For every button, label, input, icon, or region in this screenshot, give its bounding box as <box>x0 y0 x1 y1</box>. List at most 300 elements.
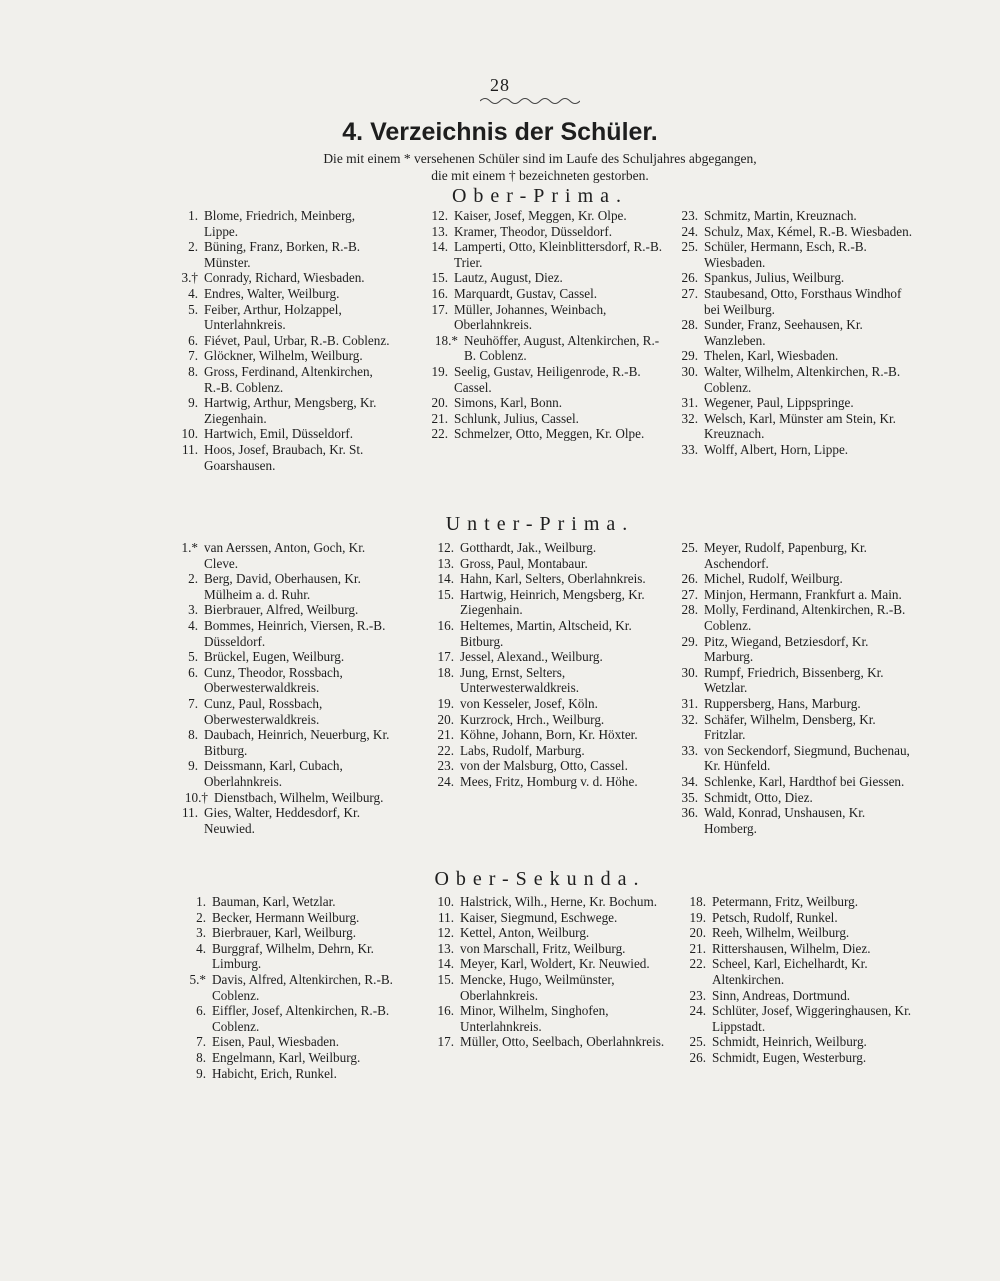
student-entry <box>172 426 392 442</box>
student-entry <box>672 208 916 224</box>
student-entry <box>180 1066 402 1082</box>
student-entry <box>180 972 402 1003</box>
section-heading-ober-prima: Ober-Prima. <box>451 185 628 207</box>
entry-text: Schlenke, Karl, Hardthof bei Giessen. <box>704 773 905 789</box>
entry-text: Hoos, Josef, Braubach, Kr. St. Goarshausen. <box>204 441 364 473</box>
entry-number: 1. <box>196 894 206 909</box>
entry-number: 13. <box>437 940 454 956</box>
unter-prima-column-2 <box>428 540 672 790</box>
student-entry <box>172 649 394 665</box>
entry-number: 22. <box>431 426 448 442</box>
ober-prima-column-1 <box>172 208 392 473</box>
entry-number: 17. <box>431 301 448 317</box>
entry-number: 33. <box>681 742 698 758</box>
entry-text: von Marschall, Fritz, Weilburg. <box>460 940 626 956</box>
entry-text: Ruppersberg, Hans, Marburg. <box>704 695 861 711</box>
subtitle <box>230 150 850 184</box>
student-entry <box>180 1050 402 1066</box>
entry-number: 23. <box>681 208 698 223</box>
student-entry <box>428 712 672 728</box>
entry-number: 5.* <box>189 971 206 987</box>
student-entry <box>422 208 670 224</box>
entry-number: 20. <box>431 395 448 411</box>
student-entry <box>422 239 670 270</box>
student-entry <box>422 333 670 364</box>
entry-text: Schulz, Max, Kémel, R.-B. Wiesbaden. <box>704 223 912 239</box>
student-entry <box>422 224 670 240</box>
entry-number: 22. <box>437 742 454 758</box>
entry-text: Schüler, Hermann, Esch, R.-B. Wiesbaden. <box>704 239 867 270</box>
student-entry <box>680 1034 920 1050</box>
entry-number: 14. <box>437 956 454 972</box>
entry-number: 4. <box>196 940 206 956</box>
entry-text: Gotthardt, Jak., Weilburg. <box>460 540 597 555</box>
student-entry <box>172 442 392 473</box>
student-entry <box>428 941 676 957</box>
student-entry <box>180 1034 402 1050</box>
ober-sekunda-column-3 <box>680 894 920 1066</box>
entry-text: Kettel, Anton, Weilburg. <box>460 925 590 941</box>
entry-text: Blome, Friedrich, Meinberg, Lippe. <box>204 208 356 239</box>
entry-text: Reeh, Wilhelm, Weilburg. <box>712 925 850 941</box>
entry-number: 16. <box>431 285 448 301</box>
entry-number: 24. <box>689 1003 706 1019</box>
entry-text: Müller, Otto, Seelbach, Oberlahnkreis. <box>460 1034 665 1050</box>
entry-number: 7. <box>188 348 198 364</box>
entry-text: Schmitz, Martin, Kreuznach. <box>704 208 857 223</box>
student-entry <box>672 790 918 806</box>
student-entry <box>672 395 916 411</box>
entry-number: 20. <box>437 711 454 727</box>
entry-number: 23. <box>437 758 454 774</box>
student-entry <box>428 774 672 790</box>
entry-text: Daubach, Heinrich, Neuerburg, Kr. Bitburg. <box>204 727 390 758</box>
student-entry <box>672 239 916 270</box>
entry-number: 19. <box>437 695 454 711</box>
entry-text: Walter, Wilhelm, Altenkirchen, R.-B. Coblenz. <box>704 363 901 395</box>
entry-number: 34. <box>681 773 698 789</box>
entry-text: Schlüter, Josef, Wiggeringhausen, Kr. Lippstadt. <box>712 1003 912 1034</box>
entry-number: 10. <box>181 426 198 442</box>
student-entry <box>422 270 670 286</box>
entry-number: 4. <box>188 285 198 301</box>
student-entry <box>672 634 918 665</box>
entry-text: Welsch, Karl, Münster am Stein, Kr. Kreuznach. <box>704 410 896 442</box>
student-entry <box>428 540 672 556</box>
entry-number: 31. <box>681 395 698 411</box>
entry-text: Sinn, Andreas, Dortmund. <box>712 987 851 1003</box>
student-entry <box>672 602 918 633</box>
entry-text: Molly, Ferdinand, Altenkirchen, R.-B. Coblenz. <box>704 602 906 633</box>
student-entry <box>672 286 916 317</box>
entry-text: Jessel, Alexand., Weilburg. <box>460 649 603 665</box>
unter-prima-column-1 <box>172 540 394 836</box>
student-entry <box>172 364 392 395</box>
student-entry <box>672 540 918 571</box>
entry-text: Heltemes, Martin, Altscheid, Kr. Bitburg. <box>460 617 632 649</box>
entry-text: Meyer, Karl, Woldert, Kr. Neuwied. <box>460 956 650 972</box>
ober-sekunda-column-2 <box>428 894 676 1050</box>
student-entry <box>172 348 392 364</box>
entry-number: 19. <box>431 363 448 379</box>
entry-text: Bierbrauer, Karl, Weilburg. <box>212 925 357 941</box>
entry-number: 9. <box>196 1065 206 1081</box>
student-entry <box>428 758 672 774</box>
entry-text: Hartwig, Heinrich, Mengsberg, Kr. Ziegenhain. <box>460 586 645 618</box>
entry-number: 29. <box>681 633 698 649</box>
entry-number: 11. <box>182 805 198 821</box>
student-entry <box>672 712 918 743</box>
entry-number: 29. <box>681 348 698 364</box>
student-entry <box>672 224 916 240</box>
entry-number: 10. <box>437 894 454 909</box>
ober-prima-column-3 <box>672 208 916 458</box>
student-entry <box>172 239 392 270</box>
entry-number: 26. <box>681 270 698 286</box>
entry-text: Minor, Wilhelm, Singhofen, Unterlahnkreis. <box>460 1003 609 1034</box>
page-number: 28 <box>490 75 510 95</box>
entry-text: Petsch, Rudolf, Runkel. <box>712 909 838 925</box>
entry-number: 10.† <box>184 789 208 805</box>
student-entry <box>672 442 916 458</box>
entry-text: Feiber, Arthur, Holzappel, Unterlahnkreis. <box>204 301 342 333</box>
entry-text: von Seckendorf, Siegmund, Buchenau, Kr. Hünfeld. <box>704 742 910 774</box>
student-entry <box>172 395 392 426</box>
entry-number: 9. <box>188 395 198 411</box>
entry-text: von Kesseler, Josef, Köln. <box>460 695 598 711</box>
entry-text: Davis, Alfred, Altenkirchen, R.-B. Coblenz. <box>212 971 393 1003</box>
entry-text: Dienstbach, Wilhelm, Weilburg. <box>214 789 384 805</box>
decorative-ornament <box>480 95 580 107</box>
student-entry <box>422 302 670 333</box>
entry-number: 27. <box>681 285 698 301</box>
entry-text: Wald, Konrad, Unshausen, Kr. Homberg. <box>704 805 866 836</box>
entry-number: 17. <box>437 649 454 665</box>
entry-number: 24. <box>681 223 698 239</box>
entry-number: 4. <box>188 617 198 633</box>
student-entry <box>672 348 916 364</box>
entry-number: 1.* <box>181 540 198 555</box>
entry-text: Gross, Ferdinand, Altenkirchen, R.-B. Coblenz. <box>204 363 373 395</box>
entry-text: Thelen, Karl, Wiesbaden. <box>704 348 839 364</box>
entry-text: Büning, Franz, Borken, R.-B. Münster. <box>204 239 361 270</box>
entry-number: 3. <box>196 925 206 941</box>
entry-text: Petermann, Fritz, Weilburg. <box>712 894 859 909</box>
student-entry <box>428 649 672 665</box>
student-entry <box>680 925 920 941</box>
subtitle-line: Die mit einem * versehenen Schüler sind im Laufe des Schuljahres abgegangen, <box>323 151 757 166</box>
student-entry <box>428 925 676 941</box>
entry-number: 6. <box>196 1003 206 1019</box>
entry-number: 26. <box>689 1049 706 1065</box>
student-entry <box>428 956 676 972</box>
entry-number: 5. <box>188 301 198 317</box>
entry-number: 25. <box>681 540 698 555</box>
entry-text: Bauman, Karl, Wetzlar. <box>212 894 336 909</box>
student-entry <box>672 571 918 587</box>
entry-text: Schmidt, Otto, Diez. <box>704 789 813 805</box>
student-entry <box>172 665 394 696</box>
entry-text: Eiffler, Josef, Altenkirchen, R.-B. Coblenz. <box>212 1003 390 1034</box>
entry-number: 11. <box>438 909 454 925</box>
entry-text: Halstrick, Wilh., Herne, Kr. Bochum. <box>460 894 657 909</box>
entry-number: 21. <box>431 410 448 426</box>
entry-text: Pitz, Wiegand, Betziesdorf, Kr. Marburg. <box>704 633 869 665</box>
entry-text: Kaiser, Josef, Meggen, Kr. Olpe. <box>454 208 627 223</box>
student-entry <box>672 743 918 774</box>
entry-text: Labs, Rudolf, Marburg. <box>460 742 585 758</box>
student-entry <box>172 270 392 286</box>
student-entry <box>172 790 394 806</box>
student-entry <box>172 540 394 571</box>
entry-text: Schmelzer, Otto, Meggen, Kr. Olpe. <box>454 426 645 442</box>
student-entry <box>680 910 920 926</box>
entry-text: Mencke, Hugo, Weilmünster, Oberlahnkreis. <box>460 971 615 1003</box>
entry-number: 36. <box>681 805 698 821</box>
entry-text: Simons, Karl, Bonn. <box>454 395 563 411</box>
entry-number: 27. <box>681 586 698 602</box>
entry-number: 25. <box>689 1034 706 1050</box>
student-entry <box>422 364 670 395</box>
entry-number: 13. <box>437 555 454 571</box>
entry-text: Mees, Fritz, Homburg v. d. Höhe. <box>460 773 638 789</box>
student-entry <box>172 333 392 349</box>
entry-number: 17. <box>437 1034 454 1050</box>
entry-text: Köhne, Johann, Born, Kr. Höxter. <box>460 727 638 743</box>
entry-text: Kramer, Theodor, Düsseldorf. <box>454 223 613 239</box>
entry-text: Lamperti, Otto, Kleinblittersdorf, R.-B. Trier. <box>454 239 663 270</box>
section-heading-unter-prima: Unter-Prima. <box>445 513 635 535</box>
student-entry <box>428 1034 676 1050</box>
entry-number: 25. <box>681 239 698 255</box>
student-entry <box>672 317 916 348</box>
entry-text: Deissmann, Karl, Cubach, Oberlahnkreis. <box>204 758 343 789</box>
entry-text: Fiévet, Paul, Urbar, R.-B. Coblenz. <box>204 332 390 348</box>
entry-text: Rumpf, Friedrich, Bissenberg, Kr. Wetzlar. <box>704 664 884 696</box>
student-entry <box>428 556 672 572</box>
entry-number: 22. <box>689 956 706 972</box>
student-entry <box>680 894 920 910</box>
entry-number: 26. <box>681 571 698 587</box>
entry-text: Meyer, Rudolf, Papenburg, Kr. Aschendorf. <box>704 540 867 571</box>
student-entry <box>428 696 672 712</box>
entry-number: 20. <box>689 925 706 941</box>
subtitle-line: die mit einem † bezeichneten gestorben. <box>431 168 649 183</box>
entry-text: Berg, David, Oberhausen, Kr. Mülheim a. d. Ruhr. <box>204 571 361 602</box>
student-entry <box>680 956 920 987</box>
student-entry <box>172 758 394 789</box>
entry-text: Staubesand, Otto, Forsthaus Windhof bei Weilburg. <box>704 285 902 317</box>
entry-text: Bommes, Heinrich, Viersen, R.-B. Düsseldorf. <box>204 617 386 649</box>
entry-number: 14. <box>431 239 448 255</box>
unter-prima-column-3 <box>672 540 918 836</box>
entry-number: 18. <box>437 664 454 680</box>
student-entry <box>672 665 918 696</box>
entry-number: 35. <box>681 789 698 805</box>
entry-text: Engelmann, Karl, Weilburg. <box>212 1049 361 1065</box>
student-entry <box>680 941 920 957</box>
entry-text: Bierbrauer, Alfred, Weilburg. <box>204 602 359 618</box>
entry-text: Schmidt, Eugen, Westerburg. <box>712 1049 867 1065</box>
entry-number: 2. <box>188 239 198 255</box>
entry-number: 16. <box>437 1003 454 1019</box>
student-entry <box>172 696 394 727</box>
entry-number: 13. <box>431 223 448 239</box>
student-entry <box>680 988 920 1004</box>
student-entry <box>428 1003 676 1034</box>
entry-number: 11. <box>182 441 198 457</box>
entry-text: Gross, Paul, Montabaur. <box>460 555 588 571</box>
entry-number: 1. <box>188 208 198 223</box>
entry-text: Rittershausen, Wilhelm, Diez. <box>712 940 871 956</box>
student-entry <box>672 411 916 442</box>
entry-number: 32. <box>681 711 698 727</box>
entry-text: Minjon, Hermann, Frankfurt a. Main. <box>704 586 902 602</box>
entry-number: 7. <box>188 695 198 711</box>
student-entry <box>672 774 918 790</box>
entry-number: 32. <box>681 410 698 426</box>
entry-text: Hahn, Karl, Selters, Oberlahnkreis. <box>460 571 646 587</box>
entry-number: 8. <box>188 727 198 743</box>
entry-number: 5. <box>188 649 198 665</box>
entry-number: 15. <box>431 270 448 286</box>
entry-number: 15. <box>437 971 454 987</box>
entry-text: Eisen, Paul, Wiesbaden. <box>212 1034 340 1050</box>
student-entry <box>172 302 392 333</box>
entry-number: 2. <box>188 571 198 587</box>
entry-number: 28. <box>681 317 698 333</box>
entry-number: 30. <box>681 664 698 680</box>
student-entry <box>680 1050 920 1066</box>
entry-text: Marquardt, Gustav, Cassel. <box>454 285 598 301</box>
entry-text: Glöckner, Wilhelm, Weilburg. <box>204 348 363 364</box>
entry-text: Lautz, August, Diez. <box>454 270 563 286</box>
entry-number: 8. <box>188 363 198 379</box>
student-entry <box>428 910 676 926</box>
student-entry <box>172 208 392 239</box>
entry-text: Burggraf, Wilhelm, Dehrn, Kr. Limburg. <box>212 940 374 972</box>
student-entry <box>172 727 394 758</box>
entry-number: 23. <box>689 987 706 1003</box>
student-entry <box>672 270 916 286</box>
entry-text: Gies, Walter, Heddesdorf, Kr. Neuwied. <box>204 805 361 836</box>
entry-text: Cunz, Theodor, Rossbach, Oberwesterwaldkreis. <box>204 664 343 696</box>
student-entry <box>172 602 394 618</box>
entry-text: Brückel, Eugen, Weilburg. <box>204 649 345 665</box>
entry-text: Becker, Hermann Weilburg. <box>212 909 360 925</box>
student-entry <box>428 587 672 618</box>
entry-number: 7. <box>196 1034 206 1050</box>
student-entry <box>680 1003 920 1034</box>
entry-number: 31. <box>681 695 698 711</box>
student-entry <box>172 805 394 836</box>
entry-text: Endres, Walter, Weilburg. <box>204 285 340 301</box>
entry-number: 9. <box>188 758 198 774</box>
entry-text: Cunz, Paul, Rossbach, Oberwesterwaldkreis. <box>204 695 323 727</box>
ober-prima-column-2 <box>422 208 670 442</box>
entry-text: Conrady, Richard, Wiesbaden. <box>204 270 365 286</box>
entry-number: 33. <box>681 441 698 457</box>
entry-number: 21. <box>689 940 706 956</box>
student-entry <box>180 941 402 972</box>
entry-text: Schlunk, Julius, Cassel. <box>454 410 579 426</box>
entry-text: Hartwich, Emil, Düsseldorf. <box>204 426 354 442</box>
entry-number: 14. <box>437 571 454 587</box>
entry-number: 16. <box>437 617 454 633</box>
student-entry <box>422 411 670 427</box>
entry-text: Hartwig, Arthur, Mengsberg, Kr. Ziegenhain. <box>204 395 377 426</box>
entry-number: 6. <box>188 332 198 348</box>
section-heading-ober-sekunda: Ober-Sekunda. <box>434 868 646 890</box>
entry-number: 30. <box>681 363 698 379</box>
student-entry <box>428 618 672 649</box>
student-entry <box>428 727 672 743</box>
entry-number: 3. <box>188 602 198 618</box>
entry-text: Habicht, Erich, Runkel. <box>212 1065 337 1081</box>
student-entry <box>672 696 918 712</box>
entry-number: 3.† <box>181 270 198 286</box>
student-entry <box>672 587 918 603</box>
student-entry <box>428 972 676 1003</box>
student-entry <box>672 805 918 836</box>
student-entry <box>172 286 392 302</box>
entry-text: van Aerssen, Anton, Goch, Kr. Cleve. <box>204 540 366 571</box>
entry-number: 2. <box>196 909 206 925</box>
entry-number: 8. <box>196 1049 206 1065</box>
page-title: 4. Verzeichnis der Schüler. <box>342 118 658 146</box>
entry-text: Scheel, Karl, Eichelhardt, Kr. Altenkirchen. <box>712 956 868 987</box>
ober-sekunda-column-1 <box>180 894 402 1081</box>
student-entry <box>428 571 672 587</box>
student-entry <box>180 925 402 941</box>
entry-number: 28. <box>681 602 698 618</box>
entry-number: 19. <box>689 909 706 925</box>
student-entry <box>180 1003 402 1034</box>
entry-text: Neuhöffer, August, Altenkirchen, R.-B. Coblenz. <box>464 332 660 364</box>
student-entry <box>422 395 670 411</box>
student-entry <box>422 286 670 302</box>
entry-number: 18.* <box>434 332 458 348</box>
entry-number: 15. <box>437 586 454 602</box>
entry-text: Schäfer, Wilhelm, Densberg, Kr. Fritzlar. <box>704 711 876 743</box>
student-entry <box>172 618 394 649</box>
entry-text: Müller, Johannes, Weinbach, Oberlahnkreis. <box>454 301 607 333</box>
entry-text: Wolff, Albert, Horn, Lippe. <box>704 441 849 457</box>
student-entry <box>428 665 672 696</box>
entry-number: 12. <box>437 925 454 941</box>
entry-text: Schmidt, Heinrich, Weilburg. <box>712 1034 867 1050</box>
entry-text: Jung, Ernst, Selters, Unterwesterwaldkreis. <box>460 664 580 696</box>
entry-text: Spankus, Julius, Weilburg. <box>704 270 845 286</box>
entry-text: Kurzrock, Hrch., Weilburg. <box>460 711 605 727</box>
entry-text: Michel, Rudolf, Weilburg. <box>704 571 843 587</box>
entry-number: 12. <box>431 208 448 223</box>
entry-text: Wegener, Paul, Lippspringe. <box>704 395 854 411</box>
student-entry <box>428 894 676 910</box>
entry-text: Sunder, Franz, Seehausen, Kr. Wanzleben. <box>704 317 863 348</box>
student-entry <box>428 743 672 759</box>
entry-number: 24. <box>437 773 454 789</box>
student-entry <box>180 910 402 926</box>
entry-text: Kaiser, Siegmund, Eschwege. <box>460 909 618 925</box>
student-entry <box>180 894 402 910</box>
entry-number: 18. <box>689 894 706 909</box>
student-entry <box>672 364 916 395</box>
entry-text: Seelig, Gustav, Heiligenrode, R.-B. Cassel. <box>454 363 641 395</box>
student-entry <box>422 426 670 442</box>
entry-number: 21. <box>437 727 454 743</box>
student-entry <box>172 571 394 602</box>
